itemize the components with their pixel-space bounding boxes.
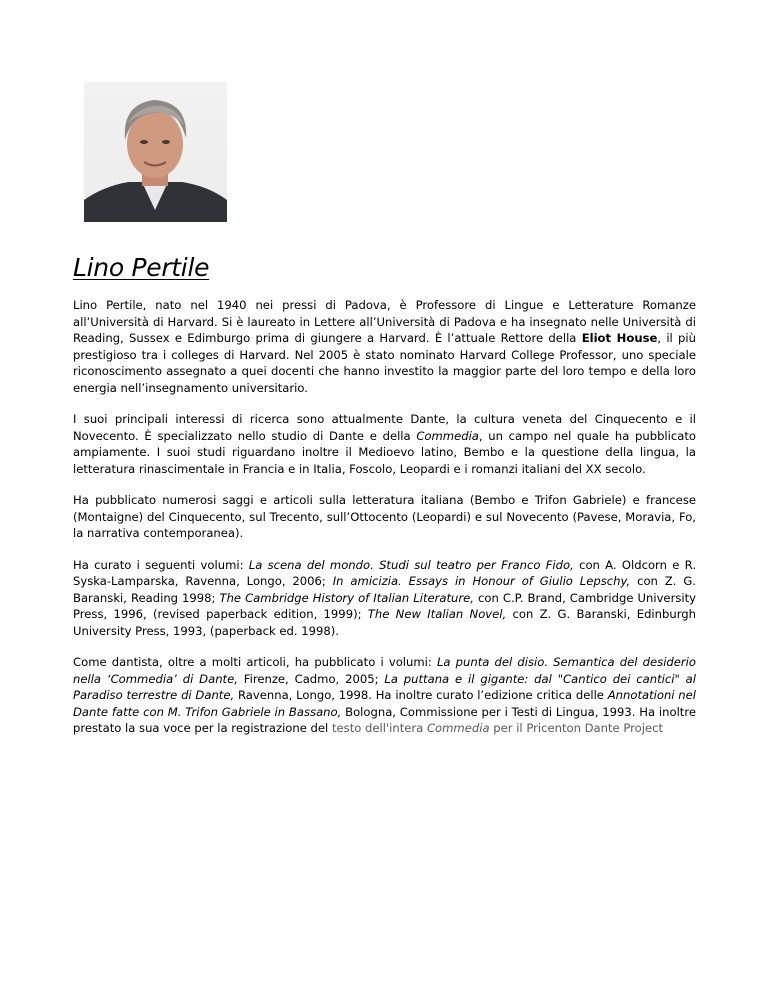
paragraph-4: Ha curato i seguenti volumi: La scena del mondo. Studi sul teatro per Franco Fido, con A. Oldcorn e R. Syska-Lamparska, Ravenna, Longo, 2006; In amicizia. Essays in Honour of Giulio Lepschy, con Z. G. Baranski, Reading 1998; The Cambridge History of Italian Literature, con C.P. Brand, Cambridge University Press, 1996, (revised paperback edition, 1999); The New Italian Novel, con Z. G. Baranski, Edinburgh University Press, 1993, (paperback ed. 1998). xyxy=(73,557,697,638)
page-title: Lino Pertile xyxy=(73,253,210,282)
biography-text xyxy=(73,297,696,752)
commedia-link[interactable]: testo dell'intera Commedia per il Pricenton Dante Project xyxy=(331,721,664,735)
portrait-photo xyxy=(84,82,227,222)
portrait-icon xyxy=(84,82,227,222)
paragraph-5: Come dantista, oltre a molti articoli, ha pubblicato i volumi: La punta del disio. Semantica del desiderio nella ‘Commedia’ di Dante, Firenze, Cadmo, 2005; La puttana e il gigante: dal "Cantico dei cantici" al Paradiso terrestre di Dante, Ravenna, Longo, 1998. Ha inoltre curato l’edizione critica delle Annotationi nel Dante fatte con M. Trifon Gabriele in Bassano, Bologna, Commissione per i Testi di Lingua, 1993. Ha inoltre prestato la sua voce per la registrazione del testo dell'intera Commedia per il Pricenton Dante Project xyxy=(73,655,697,735)
paragraph-3: Ha pubblicato numerosi saggi e articoli sulla letteratura italiana (Bembo e Trifon Gabriele) e francese (Montaigne) del Cinquecento, sul Trecento, sull’Ottocento (Leopardi) e sul Novecento (Pavese, Moravia, Fo, la narrativa contemporanea). xyxy=(73,493,696,540)
paragraph-2: I suoi principali interessi di ricerca sono attualmente Dante, la cultura veneta del Cinquecento e il Novecento. È specializzato nello studio di Dante e della Commedia, un campo nel quale ha pubblicato ampiamente. I suoi studi riguardano inoltre il Medioevo latino, Bembo e la questione della lingua, la letteratura rinascimentale in Francia e in Italia, Foscolo, Leopardi e i romanzi italiani del XX secolo. xyxy=(73,412,696,476)
paragraph-1: Lino Pertile, nato nel 1940 nei pressi di Padova, è Professore di Lingue e Letterature Romanze all’Università di Harvard. Si è laureato in Lettere all’Università di Padova e ha insegnato nelle Università di Reading, Sussex e Edimburgo prima di giungere a Harvard. È l’attuale Rettore della Eliot House, il più prestigioso tra i colleges di Harvard. Nel 2005 è stato nominato Harvard College Professor, uno speciale riconoscimento assegnato a quei docenti che hanno investito la maggior parte del loro tempo e della loro energia nell’insegnamento universitario. xyxy=(73,298,696,395)
